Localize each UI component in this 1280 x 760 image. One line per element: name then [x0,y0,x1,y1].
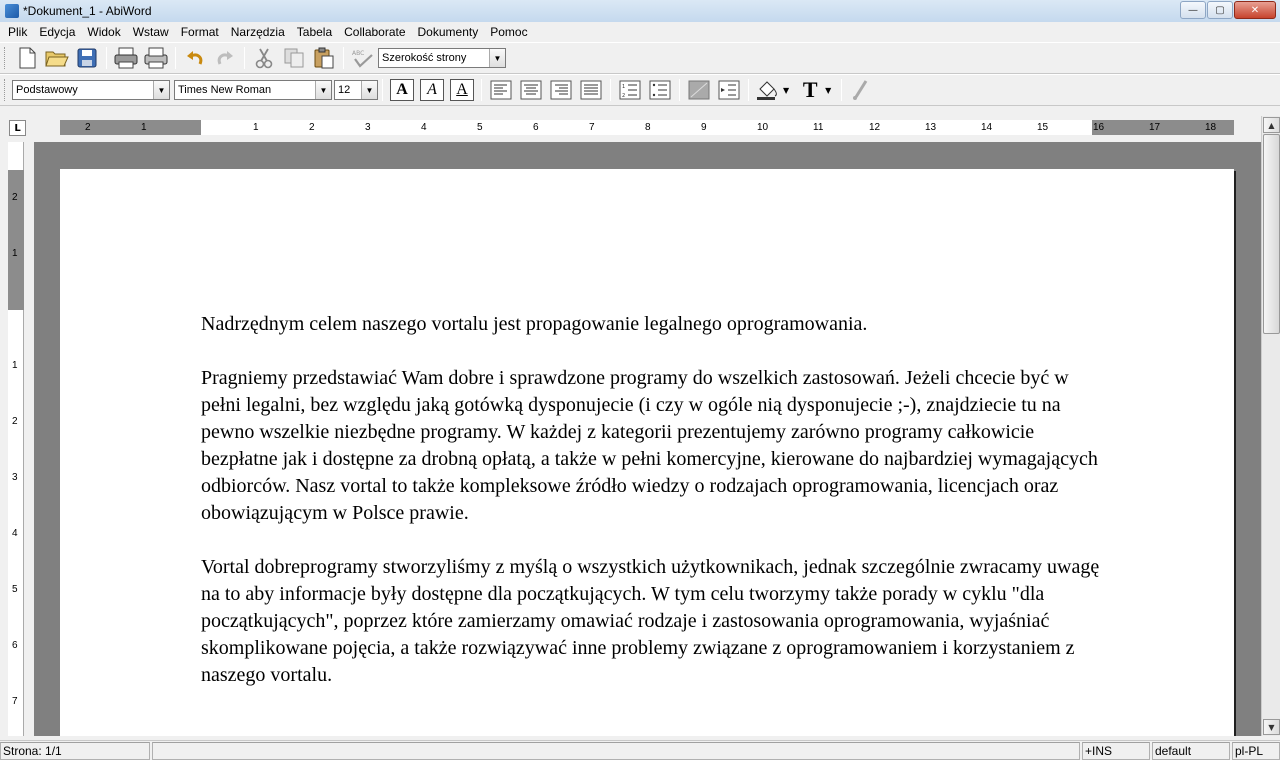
decrease-indent-icon[interactable] [685,77,713,103]
save-icon[interactable] [73,45,101,71]
tab-stop-selector[interactable]: L [9,120,26,136]
ruler-number: 2 [12,192,18,203]
print-icon[interactable] [112,45,140,71]
ruler-number: 1 [141,122,147,133]
new-document-icon[interactable] [13,45,41,71]
zoom-select-value: Szerokość strony [382,52,467,64]
status-message [152,742,1080,760]
toolbar-grip[interactable] [4,79,8,101]
ruler-number: 12 [869,122,881,133]
ruler-top-margin [8,170,24,310]
ruler-number: 2 [12,416,18,427]
cut-icon[interactable] [250,45,278,71]
ruler-number: 1 [12,248,18,259]
ruler-number: 15 [1037,122,1049,133]
paragraph[interactable]: Nadrzędnym celem naszego vortalu jest propagowanie legalnego oprogramowania. [201,313,868,335]
paragraph[interactable]: Pragniemy przedstawiać Wam dobre i sprawdzone programy do wszelkich zastosowań. Jeżeli chcecie być w pełni legalni, bez względu jaką gotówką dysponujecie (i czy w ogóle nią dysponujecie ;-), znajdziecie tu na pewno wszelkie niezbędne programy. W każdej z kategorii prezentujemy zarówno programy całkowicie bezpłatne jak i dostępne za drobną opłatą, a także w pełni komercyjne, kierowane do najbardziej wymagających odbiorców. Nasz vortal to także kompleksowe źródło wiedzy o rodzajach oprogramowania, licencjach oraz obowiązującym w Polsce prawie. [201,367,1098,524]
font-size-value: 12 [338,84,351,96]
undo-icon[interactable] [181,45,209,71]
menu-dokumenty[interactable]: Dokumenty [417,25,479,39]
highlight-color-icon[interactable] [754,77,782,103]
ruler-number: 8 [645,122,651,133]
toolbar-separator [481,79,482,101]
ruler-number: 2 [85,122,91,133]
style-select[interactable] [12,80,170,100]
bold-button[interactable]: A [390,79,414,101]
menu-narzedzia[interactable]: Narzędzia [230,25,285,39]
toolbar-separator [610,79,611,101]
ruler-number: 7 [589,122,595,133]
ruler-number: 2 [309,122,315,133]
ruler-number: 1 [253,122,259,133]
open-folder-icon[interactable] [43,45,71,71]
font-select[interactable] [174,80,332,100]
status-bar [0,740,1280,760]
menu-tabela[interactable]: Tabela [296,25,333,39]
numbered-list-icon[interactable] [616,77,644,103]
ruler-number: 14 [981,122,993,133]
align-right-icon[interactable] [547,77,575,103]
ruler-number: 4 [421,122,427,133]
status-locale: pl-PL [1232,742,1280,760]
chevron-down-icon[interactable]: ▼ [153,81,169,99]
ruler-number: 3 [365,122,371,133]
scrollbar-thumb[interactable] [1263,134,1280,334]
ruler-number: 17 [1149,122,1161,133]
align-center-icon[interactable] [517,77,545,103]
underline-button[interactable]: A [450,79,474,101]
toolbar-separator [382,79,383,101]
status-page: Strona: 1/1 [0,742,150,760]
spellcheck-icon[interactable] [349,45,377,71]
text-color-icon[interactable]: T [802,77,818,102]
font-select-value: Times New Roman [178,84,272,96]
toolbar-separator [106,47,107,69]
ruler-number: 16 [1093,122,1105,133]
menu-format[interactable]: Format [180,25,219,39]
ruler-number: 5 [477,122,483,133]
document-page[interactable] [60,169,1234,736]
scroll-down-icon[interactable]: ▼ [1263,719,1280,735]
menu-plik[interactable]: Plik [8,25,28,39]
title-bar [0,0,1280,22]
chevron-down-icon[interactable]: ▼ [489,49,505,67]
align-justify-icon[interactable] [577,77,605,103]
ruler-number: 1 [12,360,18,371]
format-painter-icon[interactable] [847,77,875,103]
ruler-number: 18 [1205,122,1217,133]
bullet-list-icon[interactable] [646,77,674,103]
toolbar-separator [244,47,245,69]
standard-toolbar [0,42,1280,74]
scroll-up-icon[interactable]: ▲ [1263,117,1280,133]
format-toolbar [0,74,1280,106]
close-button[interactable]: ✕ [1234,1,1276,19]
toolbar-grip[interactable] [4,47,8,69]
ruler-number: 11 [813,122,824,133]
copy-icon[interactable] [280,45,308,71]
font-size-select[interactable] [334,80,378,100]
chevron-down-icon[interactable]: ▼ [783,85,790,95]
toolbar-separator [343,47,344,69]
zoom-select[interactable] [378,48,506,68]
align-left-icon[interactable] [487,77,515,103]
menu-edycja[interactable]: Edycja [39,25,76,39]
document-body[interactable] [201,311,1101,716]
ruler-number: 6 [12,640,18,651]
ruler-number: 5 [12,584,18,595]
svg-text:2: 2 [622,93,626,99]
status-default: default [1152,742,1230,760]
ruler-number: 4 [12,528,18,539]
svg-text:1: 1 [622,84,626,90]
toolbar-separator [175,47,176,69]
minimize-button[interactable]: — [1180,1,1206,19]
ruler-number: 6 [533,122,539,133]
paragraph[interactable]: Vortal dobreprogramy stworzyliśmy z myślą o wszystkich użytkownikach, jednak szczególnie zwracamy uwagę na to aby informacje były dostępne dla początkujących. W tym celu tworzymy także porady w cyklu "dla początkujących", poprzez które zamierzamy omawiać rodzaje i zastosowania oprogramowania, wyjaśniać skomplikowane pojęcia, a także rozwiązywać inne problemy związane z oprogramowaniem i korzystaniem z naszego vortalu. [201,556,1100,686]
maximize-button[interactable]: ▢ [1207,1,1233,19]
status-insert-mode: +INS [1082,742,1150,760]
chevron-down-icon[interactable]: ▼ [361,81,377,99]
horizontal-ruler[interactable] [60,120,1234,135]
chevron-down-icon[interactable]: ▼ [825,85,832,95]
ruler-number: 9 [701,122,707,133]
toolbar-separator [841,79,842,101]
menu-bar [0,22,1280,42]
ruler-number: 3 [12,472,18,483]
ruler-number: 10 [757,122,769,133]
svg-text:ABC: ABC [352,50,365,57]
redo-icon[interactable] [211,45,239,71]
menu-wstaw[interactable]: Wstaw [132,25,169,39]
ruler-number: 13 [925,122,937,133]
abiword-app-icon [5,4,19,18]
menu-pomoc[interactable]: Pomoc [490,25,528,39]
vertical-scrollbar[interactable] [1261,116,1280,736]
style-select-value: Podstawowy [16,84,78,96]
italic-button[interactable]: A [420,79,444,101]
increase-indent-icon[interactable] [715,77,743,103]
window-title: *Dokument_1 - AbiWord [23,4,152,18]
vertical-ruler[interactable] [8,142,24,736]
menu-widok[interactable]: Widok [87,25,121,39]
toolbar-separator [748,79,749,101]
print-preview-icon[interactable] [142,45,170,71]
toolbar-separator [679,79,680,101]
chevron-down-icon[interactable]: ▼ [315,81,331,99]
ruler-number: 7 [12,696,18,707]
menu-collaborate[interactable]: Collaborate [344,25,406,39]
ruler-bar [0,115,1280,141]
paste-icon[interactable] [310,45,338,71]
document-area [34,142,1261,736]
